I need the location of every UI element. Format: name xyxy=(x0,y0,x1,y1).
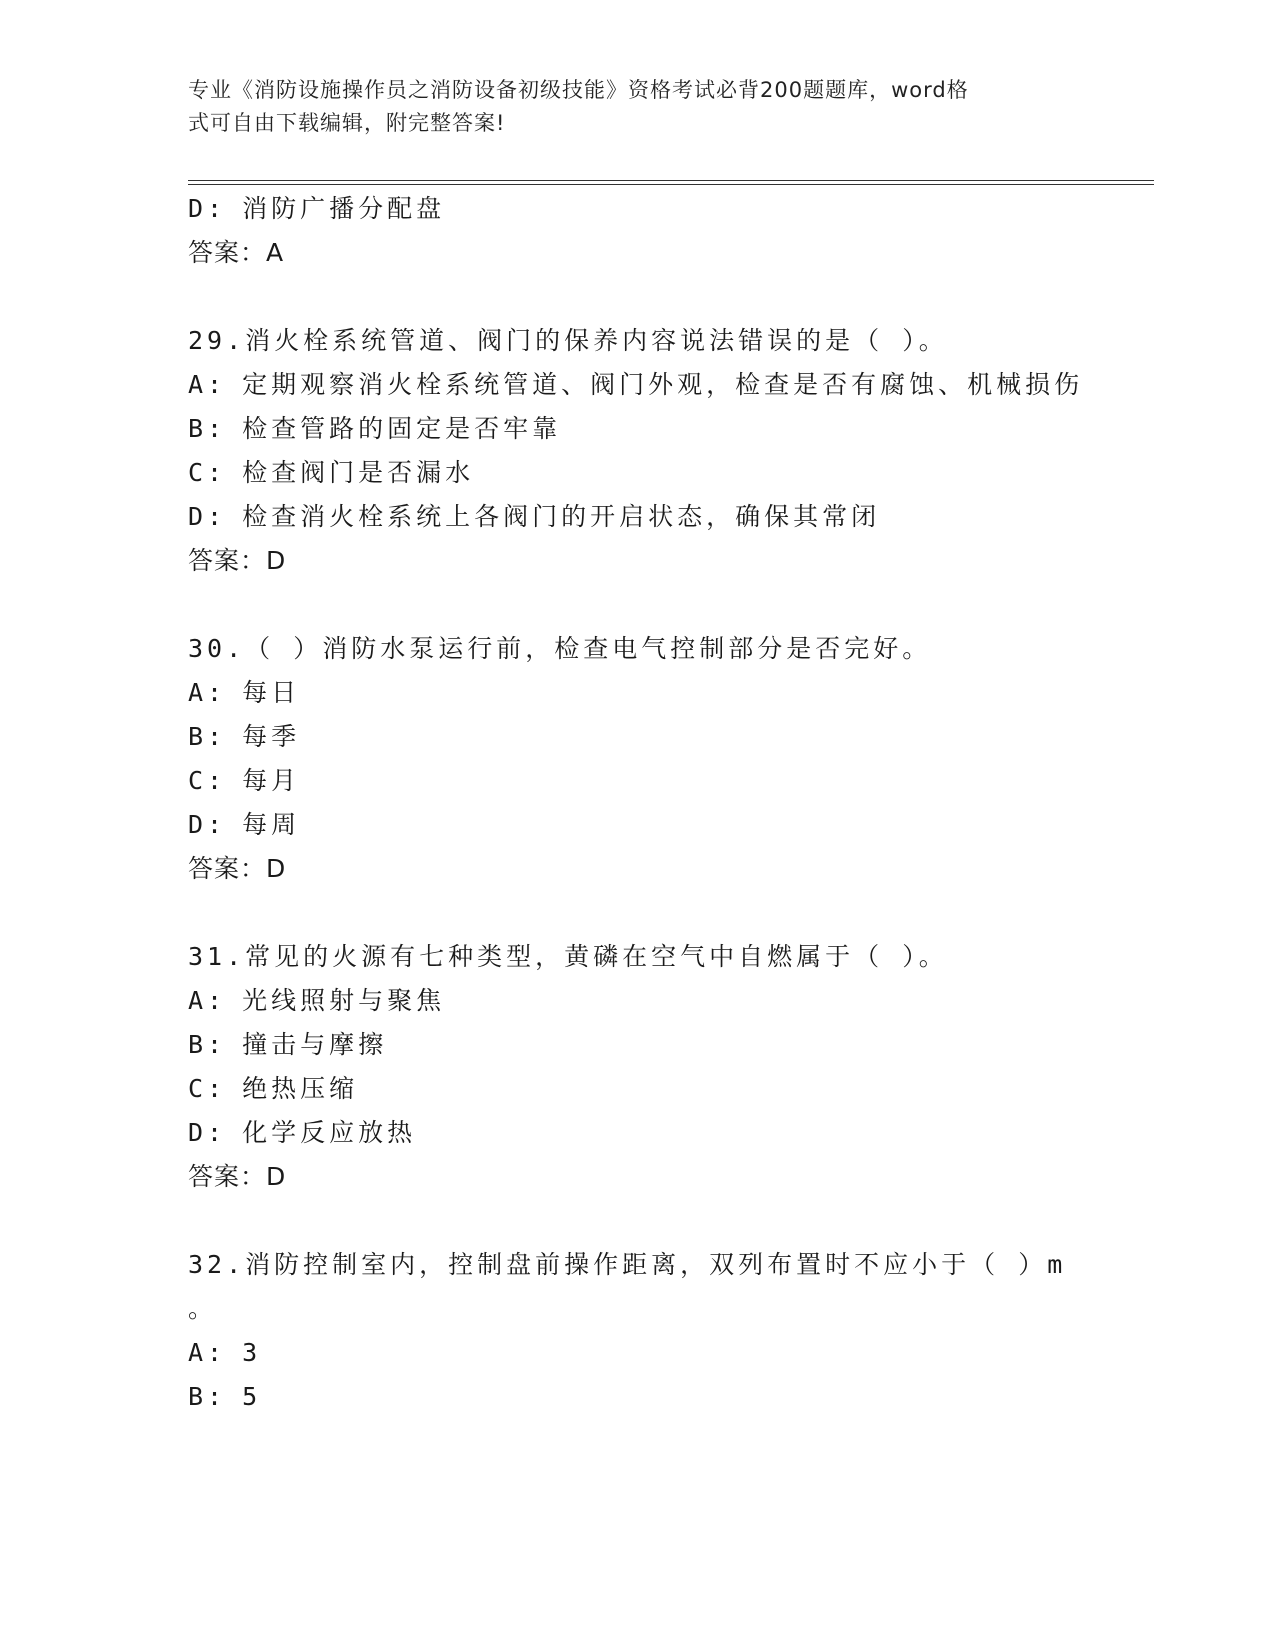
header-line-1: 专业《消防设施操作员之消防设备初级技能》资格考试必背200题题库，word格 xyxy=(188,78,969,102)
question-29-stem: 29.消火栓系统管道、阀门的保养内容说法错误的是（ ）。 xyxy=(188,326,948,355)
question-32-option-a: A: 3 xyxy=(188,1338,262,1367)
question-29-answer: 答案：D xyxy=(188,546,287,575)
question-30-answer: 答案：D xyxy=(188,854,287,883)
question-29-option-b: B: 检查管路的固定是否牢靠 xyxy=(188,414,562,443)
question-30-option-c: C: 每月 xyxy=(188,766,301,795)
question-31-option-c: C: 绝热压缩 xyxy=(188,1074,359,1103)
question-29-option-c: C: 检查阀门是否漏水 xyxy=(188,458,475,487)
question-31-option-d: D: 化学反应放热 xyxy=(188,1118,417,1147)
question-30-option-a: A: 每日 xyxy=(188,678,301,707)
header-divider-bottom xyxy=(188,184,1154,185)
question-30-stem: 30.（ ）消防水泵运行前，检查电气控制部分是否完好。 xyxy=(188,634,932,663)
question-31-option-b: B: 撞击与摩擦 xyxy=(188,1030,388,1059)
question-32-stem-continuation: 。 xyxy=(188,1294,218,1323)
question-31-stem: 31.常见的火源有七种类型，黄磷在空气中自燃属于（ ）。 xyxy=(188,942,948,971)
page-header xyxy=(188,74,1068,140)
question-30-option-d: D: 每周 xyxy=(188,810,301,839)
header-divider-top xyxy=(188,180,1154,181)
question-32-stem: 32.消防控制室内，控制盘前操作距离，双列布置时不应小于（ ）m xyxy=(188,1250,1067,1279)
option-d: D: 消防广播分配盘 xyxy=(188,194,446,223)
header-line-2: 式可自由下载编辑，附完整答案! xyxy=(188,111,506,135)
question-31-answer: 答案：D xyxy=(188,1162,287,1191)
question-31-option-a: A: 光线照射与聚焦 xyxy=(188,986,446,1015)
question-29-option-d: D: 检查消火栓系统上各阀门的开启状态，确保其常闭 xyxy=(188,502,881,531)
answer-label: 答案：A xyxy=(188,238,285,267)
question-32-option-b: B: 5 xyxy=(188,1382,262,1411)
question-29-option-a: A: 定期观察消火栓系统管道、阀门外观，检查是否有腐蚀、机械损伤 xyxy=(188,370,1084,399)
question-30-option-b: B: 每季 xyxy=(188,722,301,751)
